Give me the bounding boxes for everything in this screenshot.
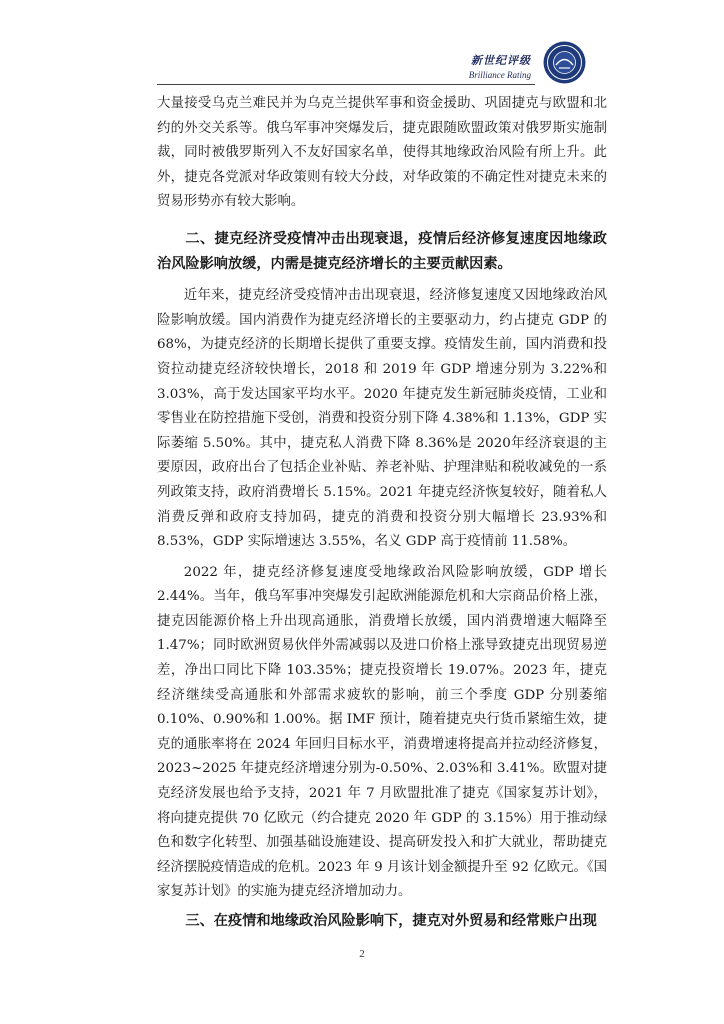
section-heading-3: 三、在疫情和地缘政治风险影响下，捷克对外贸易和经常账户出现 xyxy=(185,913,597,929)
paragraph-continued: 大量接受乌克兰难民并为乌克兰提供军事和资金援助、巩固捷克与欧盟和北约的外交关系等。俄乌军事冲突爆发后，捷克跟随欧盟政策对俄罗斯实施制裁，同时被俄罗斯列入不友好国家名单，使得其地缘政治风险有所上升。此外，捷克各党派对华政策则有较大分歧，对华政策的不确定性对捷克未来的贸易形势亦有较大影响。 xyxy=(157,96,607,210)
page-number: 2 xyxy=(359,948,365,960)
brand-name-cn: 新世纪评级 xyxy=(471,54,531,67)
header-rule xyxy=(157,84,535,85)
paragraph-economy-overview: 近年来，捷克经济受疫情冲击出现衰退，经济修复速度又因地缘政治风险影响放缓。国内消费作为捷克经济增长的主要驱动力，约占捷克 GDP 的 68%，为捷克经济的长期增长提供了重要支撑。疫情发生前，国内消费和投资拉动捷克经济较快增长，2018 和 2019 年 GDP 增速分别为 3.22%和 3.03%，高于发达国家平均水平。2020 年捷克发生新冠肺炎疫情，工业和零售业在防控措施下受创，消费和投资分别下降 4.38%和 1.13%，GDP 实际萎缩 5.50%。其中，捷克私人消费下降 8.36%是 2020年经济衰退的主要原因，政府出台了包括企业补贴、养老补贴、护理津贴和税收减免的一系列政策支持，政府消费增长 5.15%。2021 年捷克经济恢复较好，随着私人消费反弹和政府支持加码，捷克的消费和投资分别大幅增长 23.93%和 8.53%，GDP 实际增速达 3.55%，名义 GDP 高于疫情前 11.58%。 xyxy=(157,288,607,550)
brand-name-en: Brilliance Rating xyxy=(468,70,531,80)
section-heading-2: 二、捷克经济受疫情冲击出现衰退，疫情后经济修复速度因地缘政治风险影响放缓，内需是捷克经济增长的主要贡献因素。 xyxy=(157,230,607,272)
brand-wordmark xyxy=(469,52,531,80)
document-body xyxy=(157,92,607,934)
page-header xyxy=(157,40,587,85)
brilliance-rating-logo-icon xyxy=(542,40,587,85)
paragraph-2022-economy: 2022 年，捷克经济修复速度受地缘政治风险影响放缓，GDP 增长 2.44%。当年，俄乌军事冲突爆发引起欧洲能源危机和大宗商品价格上涨，捷克因能源价格上升出现高通胀，消费增长放缓，国内消费增速大幅降至 1.47%；同时欧洲贸易伙伴外需减弱以及进口价格上涨导致捷克出现贸易逆差，净出口同比下降 103.35%；捷克投资增长 19.07%。2023 年，捷克经济继续受高通胀和外部需求疲软的影响，前三个季度 GDP 分别萎缩 0.10%、0.90%和 1.00%。据 IMF 预计，随着捷克央行货币紧缩生效，捷克的通胀率将在 2024 年回归目标水平，消费增速将提高并拉动经济修复，2023~2025 年捷克经济增速分别为-0.50%、2.03%和 3.41%。欧盟对捷克经济发展也给予支持，2021 年 7 月欧盟批准了捷克《国家复苏计划》，将向捷克提供 70 亿欧元（约合捷克 2020 年 GDP 的 3.15%）用于推动绿色和数字化转型、加强基础设施建设、提高研发投入和扩大就业，帮助捷克经济摆脱疫情造成的危机。2023 年 9 月该计划金额提升至 92 亿欧元。《国家复苏计划》的实施为捷克经济增加动力。 xyxy=(157,564,607,900)
